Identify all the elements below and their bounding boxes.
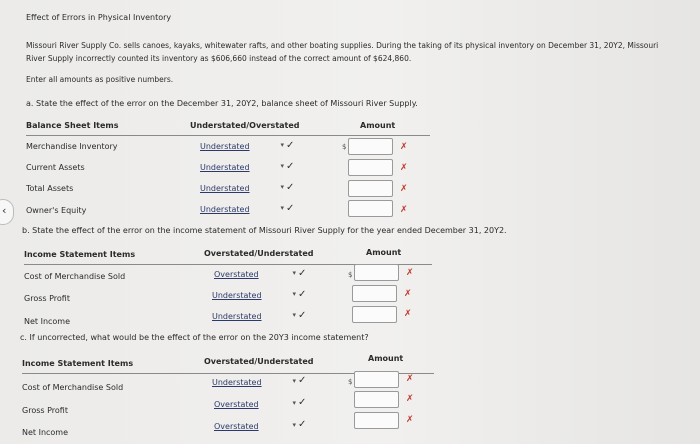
chevron-down-icon: ▾ [292,311,296,319]
check-icon: ✓ [298,289,307,300]
part-c-row-1-select[interactable]: Understated ▾ [212,377,296,387]
instruction-text: Enter all amounts as positive numbers. [26,75,174,84]
chevron-down-icon: ▾ [292,377,296,385]
intro-line-2: River Supply incorrectly counted its inventory as $606,660 instead of the correct amount of $624,860. [26,54,412,63]
part-a-row-3-item: Total Assets [26,184,74,193]
incorrect-icon: ✗ [404,309,412,319]
part-b-header-amount: Amount [366,248,402,257]
part-a-row-3-select[interactable]: Understated ▾ [200,183,284,193]
previous-nav-button[interactable] [0,199,14,225]
part-b-row-1-amount-input[interactable] [354,264,399,281]
check-icon: ✓ [286,203,295,214]
chevron-left-icon: ‹ [2,204,7,217]
part-b-header-effect: Overstated/Understated [204,249,314,258]
part-b-prompt: b. State the effect of the error on the income statement of Missouri River Supply for the year ended December 31, 20Y2. [22,226,507,235]
part-c-row-2-select[interactable]: Overstated ▾ [214,399,296,409]
part-c-header-amount: Amount [368,354,404,363]
part-b-row-2-amount-input[interactable] [352,285,397,302]
incorrect-icon: ✗ [406,268,414,278]
chevron-down-icon: ▾ [292,399,296,407]
part-c-row-2-amount-input[interactable] [354,391,399,408]
chevron-down-icon: ▾ [292,269,296,277]
part-a-header-rule [26,135,430,136]
part-b-row-3-item: Net Income [24,317,71,326]
part-a-row-1-select[interactable]: Understated ▾ [200,141,284,151]
part-a-row-3-amount-input[interactable] [348,180,393,197]
part-b-row-1-select[interactable]: Overstated ▾ [214,269,296,279]
page-title: Effect of Errors in Physical Inventory [26,13,172,22]
check-icon: ✓ [286,161,295,172]
part-a-row-4-item: Owner's Equity [26,206,87,215]
part-b-row-3-amount-input[interactable] [352,306,397,323]
chevron-down-icon: ▾ [280,183,284,191]
check-icon: ✓ [298,268,307,279]
part-a-header-effect: Understated/Overstated [190,121,300,130]
part-a-row-1-item: Merchandise Inventory [26,142,118,151]
part-c-row-3-amount-input[interactable] [354,412,399,429]
currency-symbol: $ [348,271,353,279]
part-a-row-4-amount-input[interactable] [348,200,393,217]
intro-line-1: Missouri River Supply Co. sells canoes, kayaks, whitewater rafts, and other boating supplies. During the taking of its physical inventory on December 31, 20Y2, Missouri [26,41,659,50]
check-icon: ✓ [298,419,307,430]
part-a-row-2-item: Current Assets [26,163,85,172]
incorrect-icon: ✗ [406,374,414,384]
part-c-row-3-select[interactable]: Overstated ▾ [214,421,296,431]
incorrect-icon: ✗ [400,163,408,173]
incorrect-icon: ✗ [406,415,414,425]
part-a-header-amount: Amount [360,121,396,130]
part-b-row-2-select[interactable]: Understated ▾ [212,290,296,300]
chevron-down-icon: ▾ [292,421,296,429]
currency-symbol: $ [342,143,347,151]
part-c-row-3-item: Net Income [22,428,69,437]
part-a-header-items: Balance Sheet Items [26,121,119,130]
part-c-prompt: c. If uncorrected, what would be the effect of the error on the 20Y3 income statement? [20,333,369,342]
incorrect-icon: ✗ [400,142,408,152]
part-a-prompt: a. State the effect of the error on the December 31, 20Y2, balance sheet of Missouri River Supply. [26,99,418,108]
incorrect-icon: ✗ [400,205,408,215]
check-icon: ✓ [286,182,295,193]
part-a-row-1-amount-input[interactable] [348,138,393,155]
part-c-row-2-item: Gross Profit [22,406,68,415]
chevron-down-icon: ▾ [280,162,284,170]
incorrect-icon: ✗ [404,289,412,299]
part-a-row-2-select[interactable]: Understated ▾ [200,162,284,172]
currency-symbol: $ [348,378,353,386]
part-c-row-1-item: Cost of Merchandise Sold [22,383,124,392]
part-b-row-1-item: Cost of Merchandise Sold [24,272,126,281]
part-a-row-2-amount-input[interactable] [348,159,393,176]
incorrect-icon: ✗ [400,184,408,194]
chevron-down-icon: ▾ [280,204,284,212]
incorrect-icon: ✗ [406,394,414,404]
part-b-header-items: Income Statement Items [24,250,136,259]
check-icon: ✓ [298,397,307,408]
part-b-row-3-select[interactable]: Understated ▾ [212,311,296,321]
part-a-row-4-select[interactable]: Understated ▾ [200,204,284,214]
check-icon: ✓ [298,310,307,321]
part-c-row-1-amount-input[interactable] [354,371,399,388]
chevron-down-icon: ▾ [280,141,284,149]
check-icon: ✓ [286,140,295,151]
chevron-down-icon: ▾ [292,290,296,298]
part-c-header-items: Income Statement Items [22,359,134,368]
check-icon: ✓ [298,375,307,386]
part-c-header-effect: Overstated/Understated [204,357,314,366]
part-b-row-2-item: Gross Profit [24,294,70,303]
